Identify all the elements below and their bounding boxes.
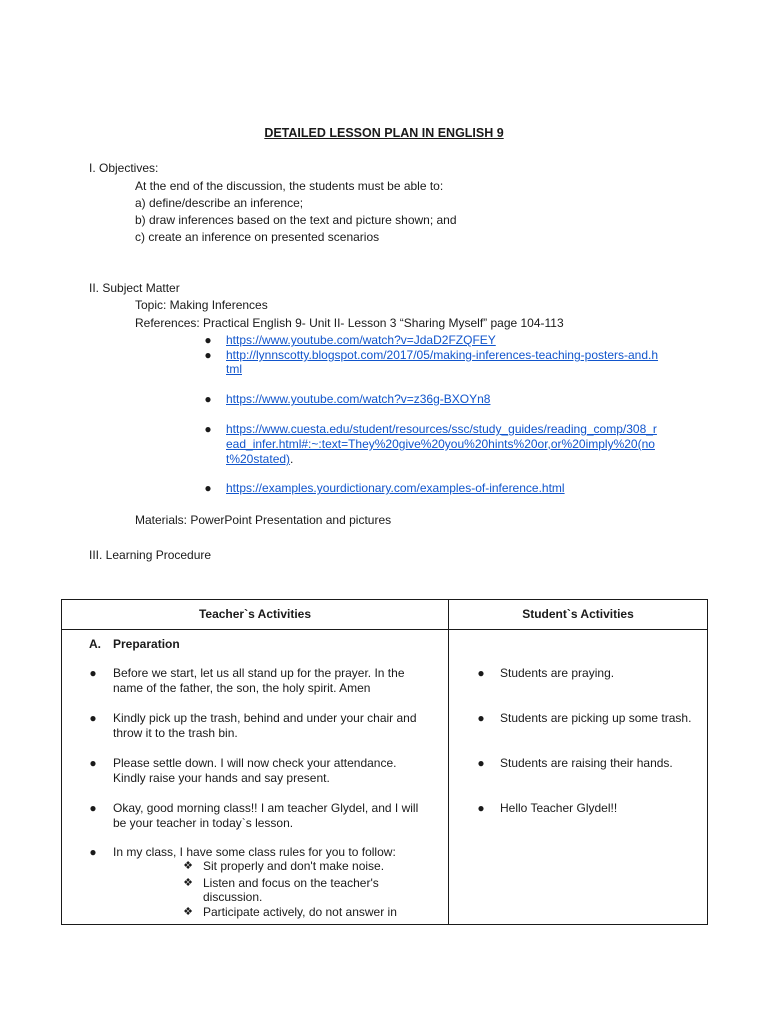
teacher-activities-header: Teacher`s Activities	[198, 607, 312, 621]
reference-link-blogspot-cont[interactable]: tml	[226, 362, 242, 376]
class-rule-line: Participate actively, do not answer in	[203, 905, 397, 919]
link-tail: .	[290, 452, 294, 466]
objective-item: b) draw inferences based on the text and picture shown; and	[135, 213, 457, 227]
student-activity-line: Students are picking up some trash.	[500, 711, 692, 725]
procedure-heading: III. Learning Procedure	[89, 548, 212, 562]
teacher-activity-line: name of the father, the son, the holy spirit. Amen	[113, 681, 371, 695]
teacher-activity-line: Please settle down. I will now check your attendance.	[113, 756, 397, 770]
references-line: References: Practical English 9- Unit II- Lesson 3 “Sharing Myself” page 104-113	[135, 316, 564, 330]
bullet-icon: ●	[204, 333, 212, 347]
reference-link-youtube-1[interactable]: https://www.youtube.com/watch?v=JdaD2FZQFEY	[226, 333, 496, 347]
bullet-icon: ●	[89, 666, 97, 680]
objective-item: c) create an inference on presented scenarios	[135, 230, 380, 244]
objectives-heading: I. Objectives:	[89, 161, 159, 175]
bullet-icon: ●	[477, 756, 485, 770]
reference-link-youtube-2[interactable]: https://www.youtube.com/watch?v=z36g-BXOYn8	[226, 392, 491, 406]
objective-item: a) define/describe an inference;	[135, 196, 304, 210]
diamond-bullet-icon: ❖	[183, 906, 193, 918]
reference-link-cuesta-end-line	[226, 452, 293, 466]
bullet-icon: ●	[477, 666, 485, 680]
bullet-icon: ●	[204, 348, 212, 362]
bullet-icon: ●	[89, 756, 97, 770]
reference-link-cuesta-cont[interactable]: ead_infer.html#:~:text=They%20give%20you%20hints%20or,or%20imply%20(no	[226, 437, 655, 451]
bullet-icon: ●	[89, 711, 97, 725]
student-activities-header: Student`s Activities	[522, 607, 634, 621]
student-activity-line: Students are praying.	[500, 666, 615, 680]
diamond-bullet-icon: ❖	[183, 860, 193, 872]
reference-link-cuesta-end[interactable]: t%20stated)	[226, 452, 291, 466]
class-rule-line: discussion.	[203, 890, 263, 904]
activities-table	[61, 599, 708, 925]
teacher-activity-line: be your teacher in today`s lesson.	[113, 816, 294, 830]
section-title: Preparation	[113, 637, 180, 651]
teacher-activity-line: throw it to the trash bin.	[113, 726, 238, 740]
bullet-icon: ●	[477, 711, 485, 725]
teacher-activity-line: In my class, I have some class rules for you to follow:	[113, 845, 396, 859]
reference-link-yourdictionary[interactable]: https://examples.yourdictionary.com/examples-of-inference.html	[226, 481, 565, 495]
subject-matter-heading: II. Subject Matter	[89, 281, 180, 295]
table-header-divider	[62, 629, 707, 630]
document-title: DETAILED LESSON PLAN IN ENGLISH 9	[264, 126, 504, 140]
reference-link-cuesta[interactable]: https://www.cuesta.edu/student/resources/ssc/study_guides/reading_comp/308_r	[226, 422, 657, 436]
materials-line: Materials: PowerPoint Presentation and pictures	[135, 513, 392, 527]
diamond-bullet-icon: ❖	[183, 877, 193, 889]
bullet-icon: ●	[204, 481, 212, 495]
bullet-icon: ●	[204, 422, 212, 436]
student-activity-line: Hello Teacher Glydel!!	[500, 801, 618, 815]
bullet-icon: ●	[204, 392, 212, 406]
class-rule-line: Listen and focus on the teacher's	[203, 876, 379, 890]
teacher-activity-line: Kindly pick up the trash, behind and under your chair and	[113, 711, 417, 725]
teacher-activity-line: Okay, good morning class!! I am teacher Glydel, and I will	[113, 801, 419, 815]
table-column-divider	[448, 600, 449, 924]
bullet-icon: ●	[89, 801, 97, 815]
teacher-activity-line: Before we start, let us all stand up for the prayer. In the	[113, 666, 405, 680]
topic-line: Topic: Making Inferences	[135, 298, 268, 312]
bullet-icon: ●	[89, 845, 97, 859]
student-activity-line: Students are raising their hands.	[500, 756, 673, 770]
class-rule-line: Sit properly and don't make noise.	[203, 859, 385, 873]
section-letter: A.	[89, 637, 101, 651]
teacher-activity-line: Kindly raise your hands and say present.	[113, 771, 330, 785]
reference-link-blogspot[interactable]: http://lynnscotty.blogspot.com/2017/05/making-inferences-teaching-posters-and.h	[226, 348, 659, 362]
bullet-icon: ●	[477, 801, 485, 815]
objectives-intro: At the end of the discussion, the students must be able to:	[135, 179, 444, 193]
